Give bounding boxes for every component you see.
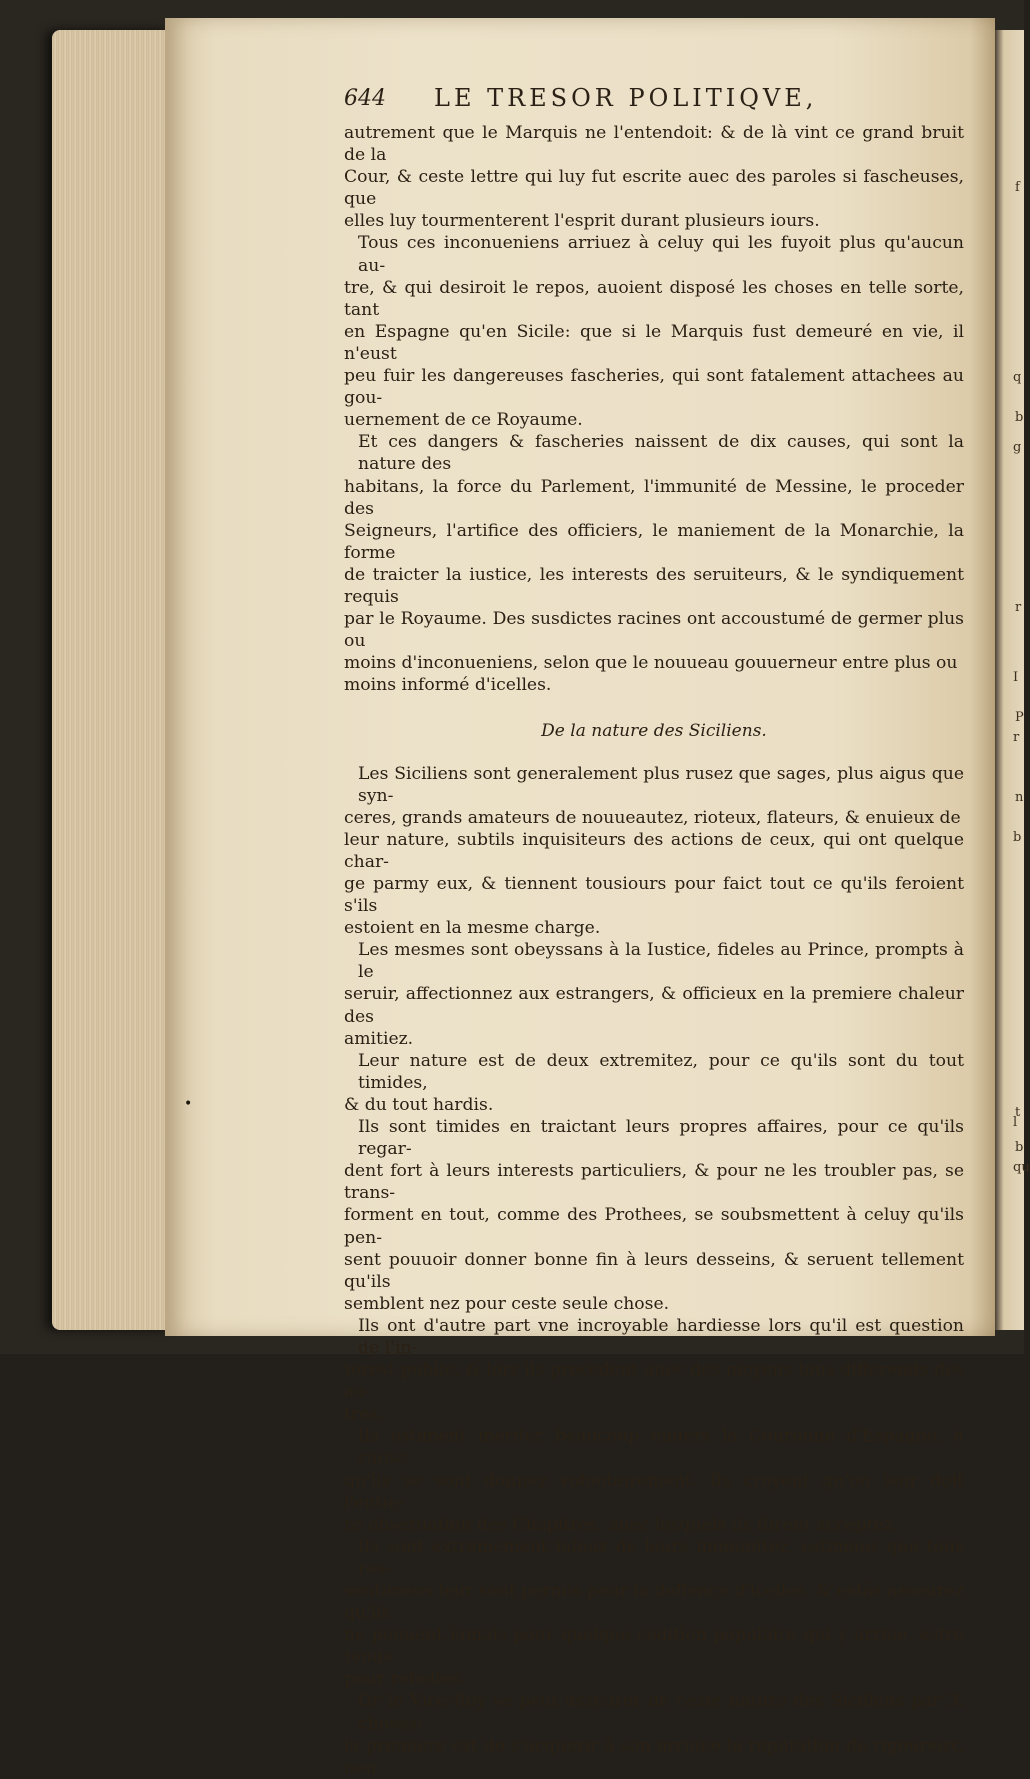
text-line: Et ces dangers & fascheries naissent de dix causes, qui sont la nature des: [358, 432, 964, 475]
text-line: autrement que le Marquis ne l'entendoit: & de là vint ce grand bruit de la: [344, 123, 964, 166]
paragraph: [344, 1315, 964, 1425]
paragraph: [344, 763, 964, 940]
text-line: peu fuir les dangereuses fascheries, qui sont fatalement attachees au gou-: [344, 366, 964, 409]
next-page-fragment: q: [1013, 370, 1022, 385]
text-line: par le Royaume. Des susdictes racines ont accoustumé de germer plus ou: [344, 609, 964, 652]
next-page-fragment: I: [1013, 670, 1019, 685]
section-heading: De la nature des Siciliens.: [541, 721, 767, 742]
text-line: Les Siciliens sont generalement plus rusez que sages, plus aigus que syn-: [358, 763, 964, 806]
next-page-fragment: l: [1013, 1115, 1018, 1130]
text-line: elles luy tourmenterent l'esprit durant plusieurs iours.: [344, 211, 820, 232]
next-page-fragment: b: [1013, 830, 1022, 845]
paragraph: [344, 232, 964, 431]
paragraphs-top: [344, 122, 964, 696]
next-page-fragment: b: [1015, 410, 1024, 425]
text-line: uernement de ce Royaume.: [344, 410, 583, 431]
next-page-fragment: r: [1015, 600, 1022, 615]
paragraph: [344, 1690, 964, 1778]
text-line: Les mesmes sont obeyssans à la Iustice, fideles au Prince, prompts à le: [358, 940, 964, 983]
text-line: Cour, & ceste lettre qui luy fut escrite auec des paroles si fascheuses, que: [344, 167, 964, 210]
text-line: ceres, grands amateurs de nouueautez, rioteux, flateurs, & enuieux de: [344, 807, 961, 828]
text-line: habitans, la force du Parlement, l'immunité de Messine, le proceder des: [344, 476, 964, 519]
text-line: Ils sont timides en traictant leurs propres affaires, pour ce qu'ils regar-: [358, 1117, 964, 1160]
paragraph: [344, 1116, 964, 1315]
paragraph: [344, 1050, 964, 1116]
text-line: tres.: [344, 1404, 384, 1425]
paragraph: [344, 939, 964, 1049]
text-line: pour rebelles.: [344, 1669, 466, 1690]
next-page-fragment: g: [1013, 440, 1022, 455]
paragraph: [344, 431, 964, 696]
text-line: dent fort à leurs interests particuliers, & pour ne les troubler pas, se trans-: [344, 1161, 964, 1204]
next-page-fragment: f: [1015, 180, 1020, 195]
next-page-fragment: b: [1015, 1140, 1024, 1155]
paragraph: [344, 122, 964, 232]
next-page-fragment: P: [1015, 710, 1024, 725]
text-line: Or le Vice-Roy se peut asseurer de ceste nature des Siciliens par 3. choses:: [358, 1691, 964, 1734]
text-line: qu'ils se sont donnez volontairement. Ils croyent qu'on leur doit l'entie-: [344, 1470, 964, 1513]
body-text: [344, 122, 964, 1779]
text-line: la premiere est de s'acquerir à son arriuee la reputation de rigoureux, non: [344, 1735, 964, 1778]
text-line: en Espagne qu'en Sicile: que si le Marquis fust demeuré en vie, il n'eust: [344, 321, 964, 364]
text-line: forment en tout, comme des Prothees, se soubsmettent à celuy qu'ils pen-: [344, 1205, 964, 1248]
text-line: & du tout hardis.: [344, 1094, 494, 1115]
text-line: re obseruation des Chapitres, auec lesquels ils furent acceptez.: [344, 1514, 899, 1535]
text-line: ne peuuent iamais pour quelque sedition populaire qui y arriue, estre tenus: [344, 1625, 964, 1668]
text-line: Ils estiment meriter beaucoup enuers la Couronne d'Espagne, à cause: [358, 1426, 964, 1469]
next-page-edge: [995, 30, 1030, 1330]
text-line: amitiez.: [344, 1028, 414, 1049]
text-line: moins informé d'icelles.: [344, 675, 552, 696]
text-line: de traicter la iustice, les interests des seruiteurs, & le syndiquement requis: [344, 564, 964, 607]
text-line: moins d'inconueniens, selon que le nouueau gouuerneur entre plus ou: [344, 653, 958, 674]
paragraph: [344, 1536, 964, 1691]
text-line: seruir, affectionnez aux estrangers, & officieux en la premiere chaleur des: [344, 984, 964, 1027]
text-line: semblent nez pour ceste seule chose.: [344, 1293, 670, 1314]
margin-marker: •: [184, 1096, 193, 1112]
text-line: ge parmy eux, & tiennent tousiours pour faict tout ce qu'ils feroient s'ils: [344, 874, 964, 917]
text-line: Ils sont extremement ialoux de leurs immunitez, estimans que tous res-: [358, 1536, 964, 1579]
next-page-fragment: qu: [1013, 1160, 1030, 1175]
text-line: terest public, & lors ils procedent auec des moyens tous differends des au-: [344, 1360, 964, 1403]
text-line: Ils ont d'autre part vne incroyable hardiesse lors qu'il est question de l'in-: [358, 1315, 964, 1358]
text-line: Seigneurs, l'artifice des officiers, le maniement de la Monarchie, la forme: [344, 520, 964, 563]
next-page-fragment: r: [1013, 730, 1020, 745]
paragraphs-bottom: [344, 763, 964, 1779]
text-line: tre, & qui desiroit le repos, auoient disposé les choses en telle sorte, tant: [344, 277, 964, 320]
running-head: [344, 84, 864, 118]
text-line: Leur nature est de deux extremitez, pour ce qu'ils sont du tout timides,: [358, 1050, 964, 1093]
text-line: estoient en la mesme charge.: [344, 918, 601, 939]
next-page-fragment: n: [1015, 790, 1024, 805]
paragraph: [344, 1425, 964, 1535]
text-line: sent pouuoir donner bonne fin à leurs desseins, & seruent tellement qu'ils: [344, 1249, 964, 1292]
running-title: LE TRESOR POLITIQVE,: [434, 84, 818, 112]
next-page-fragment: t: [1015, 1105, 1021, 1120]
page-number: 644: [344, 86, 386, 111]
text-line: leur nature, subtils inquisiteurs des actions de ceux, qui ont quelque char-: [344, 829, 964, 872]
text-line: Tous ces inconueniens arriuez à celuy qui les fuyoit plus qu'aucun au-: [358, 233, 964, 276]
book-fore-edge: [52, 30, 170, 1330]
text-line: sentimens leur sont permis pour la deffence d'icelles, & estãs asseurez qu'ils: [344, 1581, 964, 1624]
